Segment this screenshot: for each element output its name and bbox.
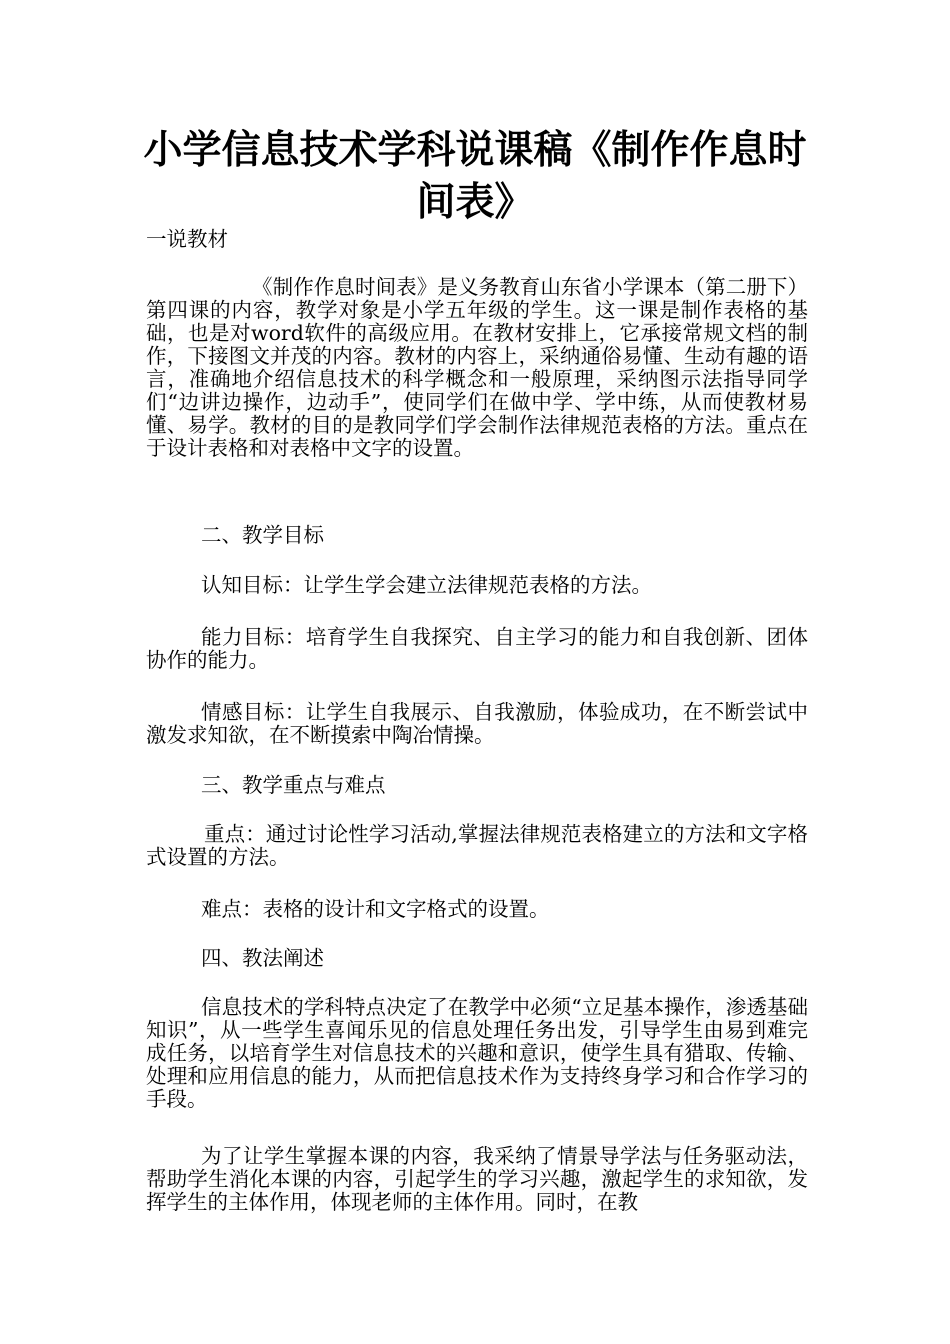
paragraph-cognitive-goal: 认知目标：让学生学会建立法律规范表格的方法。 <box>201 573 652 597</box>
paragraph-material-description: 《制作作息时间表》是义务教育山东省小学课本（第二册下）第四课的内容，教学对象是小学五年级的学生。这一课是制作表格的基础，也是对word软件的高级应用。在教材安排上，它承接常规文档的制作，下接图文并茂的内容。教材的内容上，采纳通俗易懂、生动有趣的语言，准确地介绍信息技术的科学概念和一般原理，采纳图示法指导同学们“边讲边操作，边动手”，使同学们在做中学、学中练，从而使教材易懂、易学。教材的目的是教同学们学会制作法律规范表格的方法。重点在于设计表格和对表格中文字的设置。 <box>146 275 808 460</box>
section-heading-teaching-goals: 二、教学目标 <box>201 523 324 547</box>
document-title: 小学信息技术学科说课稿《制作作息时间表》 <box>143 127 807 225</box>
paragraph-difficult-point: 难点：表格的设计和文字格式的设置。 <box>201 897 550 921</box>
paragraph-emotional-goal: 情感目标：让学生自我展示、自我激励，体验成功，在不断尝试中激发求知欲，在不断摸索中陶冶情操。 <box>146 700 808 747</box>
paragraph-ability-goal: 能力目标：培育学生自我探究、自主学习的能力和自我创新、团体协作的能力。 <box>146 625 808 672</box>
section-heading-teaching-method: 四、教法阐述 <box>201 946 324 970</box>
paragraph-method-approach: 为了让学生掌握本课的内容，我采纳了情景导学法与任务驱动法，帮助学生消化本课的内容，引起学生的学习兴趣，激起学生的求知欲，发挥学生的主体作用，体现老师的主体作用。同时，在教 <box>146 1144 808 1214</box>
paragraph-method-explanation: 信息技术的学科特点决定了在教学中必须“立足基本操作，渗透基础知识”，从一些学生喜闻乐见的信息处理任务出发，引导学生由易到难完成任务，以培育学生对信息技术的兴趣和意识，使学生具有猎取、传输、处理和应用信息的能力，从而把信息技术作为支持终身学习和合作学习的手段。 <box>146 995 808 1111</box>
section-heading-key-points: 三、教学重点与难点 <box>201 773 386 797</box>
section-heading-teaching-material: 一说教材 <box>146 227 228 251</box>
paragraph-key-point: 重点：通过讨论性学习活动,掌握法律规范表格建立的方法和文字格式设置的方法。 <box>146 822 808 869</box>
